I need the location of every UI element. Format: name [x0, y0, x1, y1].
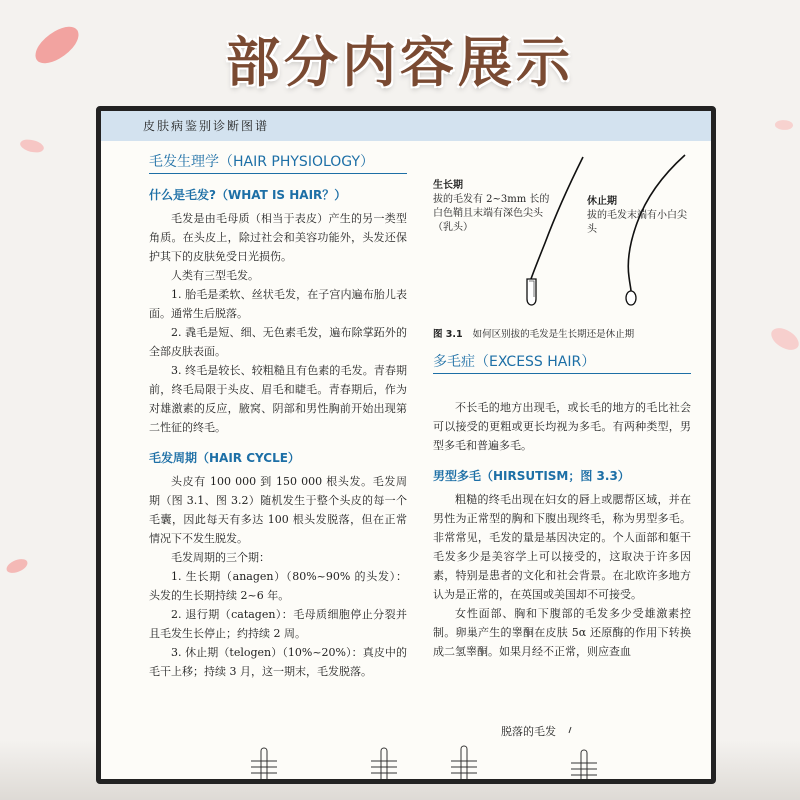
paragraph: 2. 退行期（catagen）：毛母质细胞停止分裂并且毛发生长停止；约持续 2 周。 [149, 608, 407, 640]
figure-caption [433, 326, 634, 340]
hair-illustration [433, 151, 691, 326]
left-column [149, 151, 407, 681]
hair-follicle-illustrations [101, 721, 711, 781]
petal-decoration [19, 136, 46, 155]
figure-label-anagen-title: 生长期 [433, 180, 463, 191]
section-title-hair-physiology: 毛发生理学（HAIR PHYSIOLOGY） [149, 151, 407, 174]
figure-caption-text: 如何区别拔的毛发是生长期还是休止期 [472, 329, 635, 340]
paragraph: 1. 生长期（anagen）（80%~90% 的头发）：头发的生长期持续 2~6 年。 [149, 570, 407, 602]
running-head: 皮肤病鉴别诊断图谱 [101, 111, 711, 141]
paragraph: 毛发是由毛母质（相当于表皮）产生的另一类型角质。在头皮上，除过社会和美容功能外，头发还保护其下的皮肤免受日光损伤。 [149, 212, 407, 263]
paragraph: 粗糙的终毛出现在妇女的唇上或腮帮区域，并在男性为正常型的胸和下腹出现终毛，称为男型多毛。非常常见，毛发的量是基因决定的。个人面部和躯干毛发多少是美容学上可以接受的，这取决于许多因素，特别是患者的文化和社会背景。在北欧许多地方认为是正常的，在英国或美国却不可接受。 [433, 493, 691, 601]
figure-label-telogen [587, 195, 687, 237]
subtitle-hirsutism: 男型多毛（HIRSUTISM；图 3.3） [433, 469, 630, 483]
banner-title: 部分内容展示 [226, 31, 574, 94]
figure-label-telogen-text: 拔的毛发末端有小白尖头 [587, 210, 687, 235]
paragraph: 人类有三型毛发。 [171, 269, 259, 282]
paragraph: 不长毛的地方出现毛，或长毛的地方的毛比社会可以接受的更粗或更长均视为多毛。有两种类型，男型多毛和普遍多毛。 [433, 401, 691, 452]
paragraph: 3. 休止期（telogen）（10%~20%）：真皮中的毛干上移；持续 3 月，这一期末，毛发脱落。 [149, 646, 407, 678]
paragraph: 女性面部、胸和下腹部的毛发多少受雄激素控制。卵巢产生的睾酮在皮肤 5α 还原酶的作用下转换成二氢睾酮。如果月经不正常，则应查血 [433, 607, 691, 658]
figure-label-shed-hair: 脱落的毛发 [501, 725, 556, 738]
paragraph: 1. 胎毛是柔软、丝状毛发，在子宫内遍布胎儿表面。通常生后脱落。 [149, 288, 407, 320]
figure-label-anagen-text: 拔的毛发有 2~3mm 长的白色鞘且末端有深色尖头（乳头） [433, 194, 550, 233]
figure-3-1 [433, 151, 691, 341]
figure-label-anagen [433, 179, 553, 235]
subtitle-hair-cycle: 毛发周期（HAIR CYCLE） [149, 451, 300, 465]
right-column [433, 151, 691, 661]
paragraph: 2. 毳毛是短、细、无色素毛发，遍布除掌跖外的全部皮肤表面。 [149, 326, 407, 358]
figure-label-telogen-title: 休止期 [587, 196, 617, 207]
figure-number: 图 3.1 [433, 329, 463, 340]
section-title-excess-hair: 多毛症（EXCESS HAIR） [433, 351, 691, 374]
paragraph: 3. 终毛是较长、较粗糙且有色素的毛发。青春期前，终毛局限于头皮、眉毛和睫毛。青春期后，作为对雄激素的反应，腋窝、阴部和男性胸前开始出现第二性征的终毛。 [149, 364, 407, 434]
petal-decoration [768, 322, 800, 355]
paragraph: 头皮有 100 000 到 150 000 根头发。毛发周期（图 3.1、图 3.2）随机发生于整个头皮的每一个毛囊，因此每天有多达 100 根头发脱落，但在正常情况下不发生脱发。 [149, 475, 407, 545]
subtitle-what-is-hair: 什么是毛发?（WHAT IS HAIR？） [149, 188, 347, 202]
paragraph: 毛发周期的三个期： [171, 551, 270, 564]
book-page [96, 106, 716, 784]
petal-decoration [774, 119, 793, 132]
petal-decoration [5, 557, 29, 574]
